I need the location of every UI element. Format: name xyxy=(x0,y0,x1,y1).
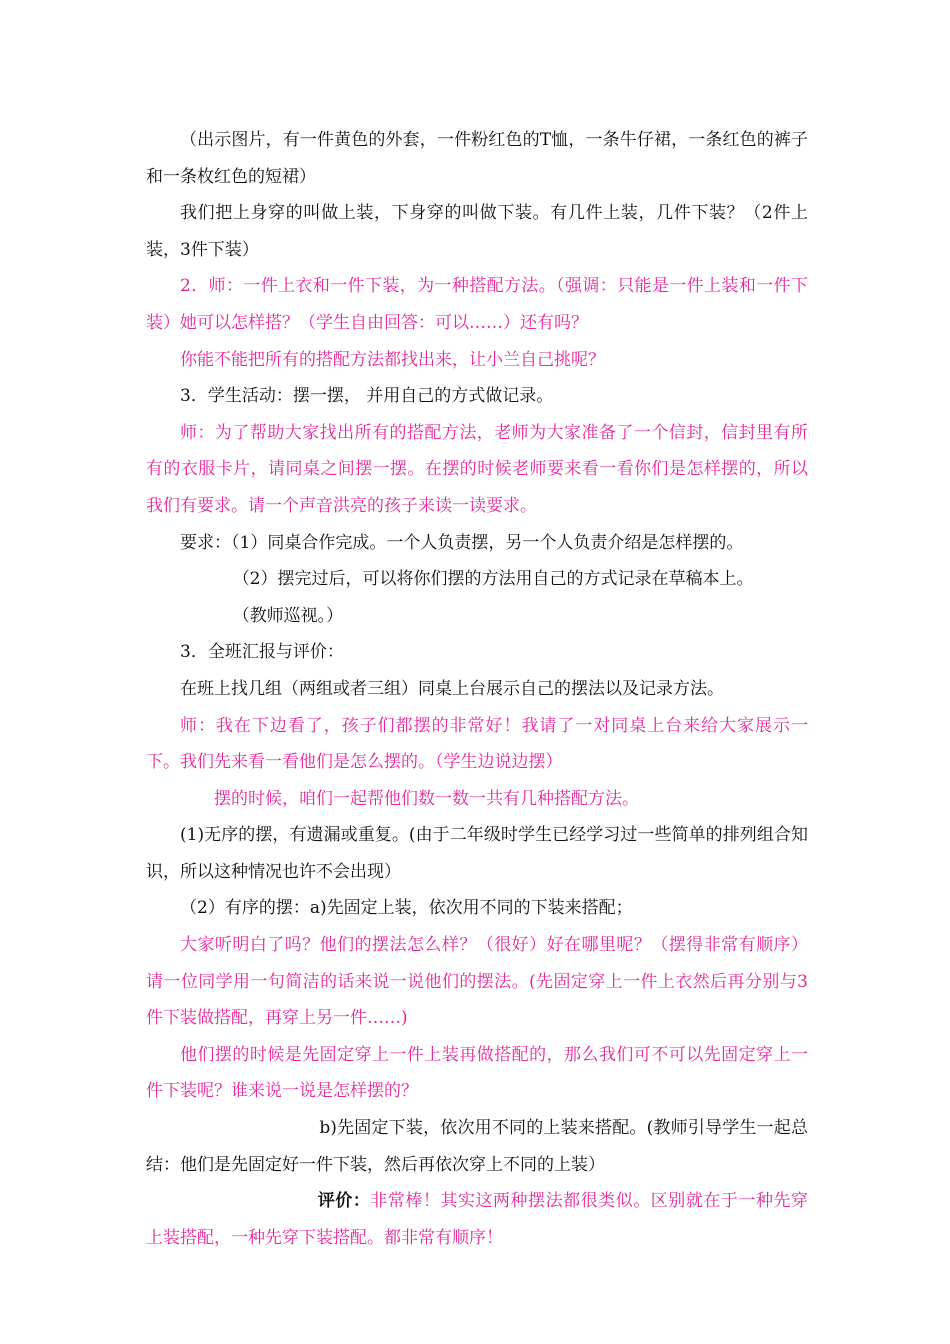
paragraph-find-all: 你能不能把所有的搭配方法都找出来，让小兰自己挑呢？ xyxy=(180,349,605,370)
paragraph-count-together: 摆的时候，咱们一起帮他们数一数一共有几种搭配方法。 xyxy=(214,788,639,809)
paragraph-ordered-b: b)先固定下装，依次用不同的上装来搭配。(教师引导学生一起总结：他们是先固定好一件下装，然后再依次穿上不同的上装） xyxy=(146,1118,808,1175)
evaluation-text: 非常棒！其实这两种摆法都很类似。区别就在于一种先穿上装搭配，一种先穿下装搭配。都非常有顺序！ xyxy=(146,1191,809,1248)
paragraph-ordered-a: （2）有序的摆：a)先固定上装，依次用不同的下装来搭配； xyxy=(180,898,633,919)
paragraph-unordered: (1)无序的摆，有遗漏或重复。(由于二年级时学生已经学习过一些简单的排列组合知识，所以这种情况也许不会出现） xyxy=(146,825,808,882)
paragraph-understand: 大家听明白了吗？他们的摆法怎么样？（很好）好在哪里呢？（摆得非常有顺序） 请一位同学用一句简洁的话来说一说他们的摆法。(先固定穿上一件上衣然后再分别与3件下装做搭配，再穿上另一件……) xyxy=(146,935,808,1029)
paragraph-fix-bottom-question: 他们摆的时候是先固定穿上一件上装再做搭配的，那么我们可不可以先固定穿上一件下装呢？谁来说一说是怎样摆的？ xyxy=(146,1044,808,1102)
paragraph-envelope: 师：为了帮助大家找出所有的搭配方法，老师为大家准备了一个信封，信封里有所有的衣服卡片，请同桌之间摆一摆。在摆的时候老师要来看一看你们是怎样摆的，所以我们有要求。请一个声音洪亮的孩子来读一读要求。 xyxy=(146,422,808,516)
paragraph-class-report: 3．全班汇报与评价： xyxy=(180,642,344,663)
paragraph-evaluation xyxy=(146,1183,808,1256)
evaluation-label: 评价： xyxy=(317,1191,371,1212)
paragraph-student-activity: 3．学生活动：摆一摆， 并用自己的方式做记录。 xyxy=(180,386,554,407)
paragraph-groups-present: 在班上找几组（两组或者三组）同桌上台展示自己的摆法以及记录方法。 xyxy=(180,678,724,699)
paragraph-teacher-patrol: （教师巡视。） xyxy=(232,605,344,626)
paragraph-requirement-1: 要求：（1）同桌合作完成。一个人负责摆，另一个人负责介绍是怎样摆的。 xyxy=(180,532,744,553)
paragraph-picture-description: （出示图片，有一件黄色的外套，一件粉红色的T恤，一条牛仔裙，一条红色的裤子和一条枚红色的短裙） xyxy=(146,130,808,187)
document-body xyxy=(146,122,808,1256)
paragraph-teacher-matching: 2．师：一件上衣和一件下装，为一种搭配方法。（强调：只能是一件上装和一件下装）她可以怎样搭？（学生自由回答：可以……）还有吗？ xyxy=(146,276,808,333)
paragraph-tops-bottoms: 我们把上身穿的叫做上装，下身穿的叫做下装。有几件上装，几件下装？（2件上装，3件下装） xyxy=(146,203,808,260)
paragraph-teacher-praise: 师：我在下边看了，孩子们都摆的非常好！我请了一对同桌上台来给大家展示一下。我们先来看一看他们是怎么摆的。（学生边说边摆） xyxy=(146,715,808,773)
paragraph-requirement-2: （2）摆完过后，可以将你们摆的方法用自己的方式记录在草稿本上。 xyxy=(232,569,754,590)
